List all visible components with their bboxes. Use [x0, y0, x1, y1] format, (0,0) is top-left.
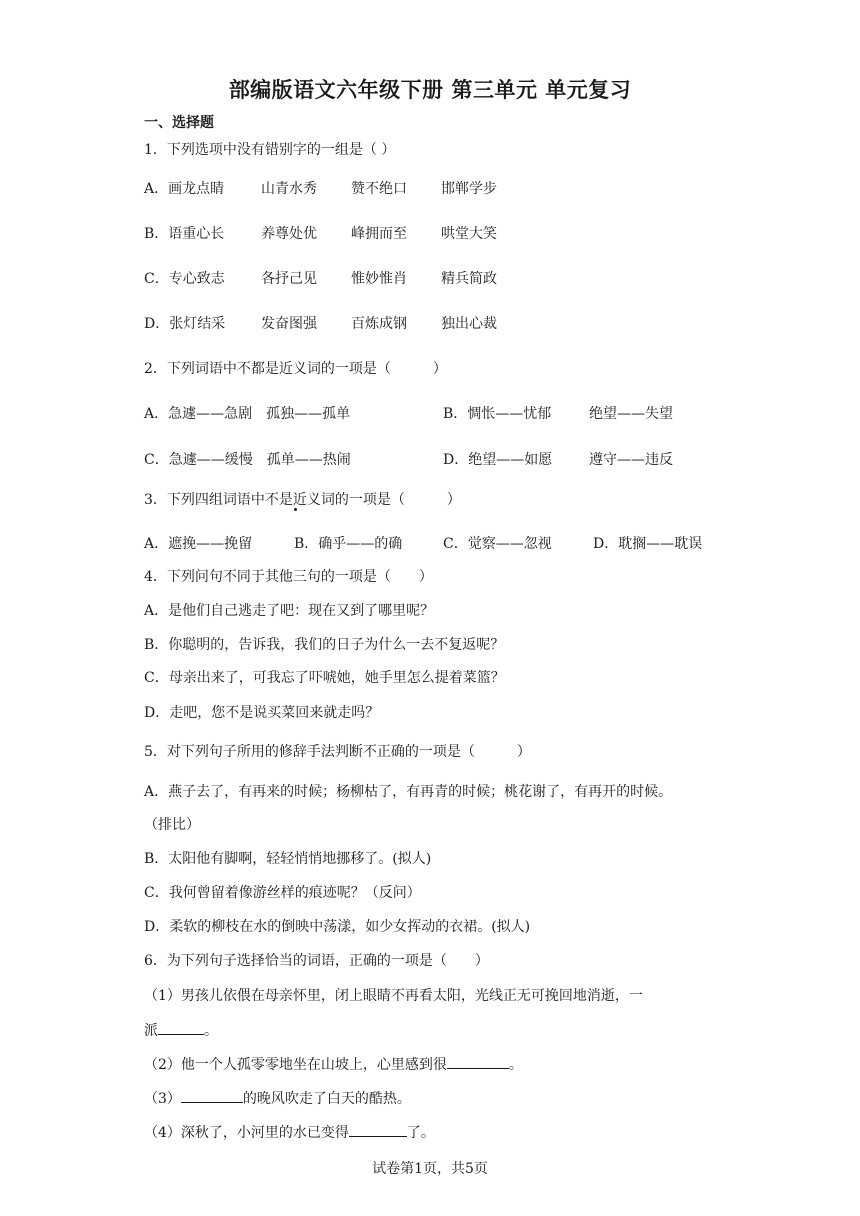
fill-blank[interactable]	[349, 1122, 407, 1137]
question-5-stem: 5．对下列句子所用的修辞手法判断不正确的一项是（ ）	[144, 744, 531, 760]
question-1-option-b: B．语重心长 养尊处优 峰拥而至 哄堂大笑	[144, 226, 497, 242]
section-heading: 一、选择题	[144, 115, 214, 131]
question-3-stem: 3．下列四组词语中不是近义词的一项是（ ）	[144, 492, 461, 508]
question-5-option-a: A．燕子去了，有再来的时候；杨柳枯了，有再青的时候；桃花谢了，有再开的时候。	[144, 784, 673, 800]
question-1-stem: 1．下列选项中没有错别字的一组是（ ）	[144, 142, 396, 158]
fill-blank[interactable]	[181, 1088, 243, 1103]
question-2-stem: 2．下列词语中不都是近义词的一项是（ ）	[144, 361, 447, 377]
question-4-option-c: C．母亲出来了，可我忘了吓唬她，她手里怎么提着菜篮？	[144, 670, 505, 686]
question-6-item-3: （3） 的晚风吹走了白天的酷热。	[144, 1088, 411, 1108]
question-6-item-4: （4）深秋了，小河里的水已变得 了。	[144, 1122, 435, 1142]
question-5-option-c: C．我何曾留着像游丝样的痕迹呢？（反问）	[144, 885, 421, 901]
page-title: 部编版语文六年级下册 第三单元 单元复习	[228, 78, 632, 102]
question-6-item-2: （2）他一个人孤零零地坐在山坡上，心里感到很 。	[144, 1054, 523, 1074]
question-4-option-d: D．走吧，您不是说买菜回来就走吗？	[144, 705, 380, 721]
question-1-option-a: A．画龙点睛 山青水秀 赞不绝口 邯郸学步	[144, 181, 497, 197]
question-5-option-b: B．太阳他有脚啊，轻轻悄悄地挪移了。(拟人)	[144, 851, 432, 867]
question-6-item-1-cont: 派 。	[144, 1020, 218, 1040]
fill-blank[interactable]	[447, 1054, 509, 1069]
question-1-option-c: C．专心致志 各抒己见 惟妙惟肖 精兵简政	[144, 271, 497, 287]
question-4-option-a: A．是他们自己逃走了吧：现在又到了哪里呢？	[144, 603, 435, 619]
question-2-options-cd: C．急遽——缓慢 孤单——热闹 D．绝望——如愿 遵守——违反	[144, 452, 673, 468]
question-6-item-1: （1）男孩儿依偎在母亲怀里，闭上眼睛不再看太阳，光线正无可挽回地消逝，一	[144, 988, 643, 1004]
question-2-options-ab: A．急遽——急剧 孤独——孤单 B．惆怅——忧郁 绝望——失望	[144, 406, 673, 422]
question-4-stem: 4．下列问句不同于其他三句的一项是（ ）	[144, 569, 433, 585]
question-6-stem: 6．为下列句子选择恰当的词语，正确的一项是（ ）	[144, 953, 489, 969]
page-footer: 试卷第1页，共5页	[372, 1161, 488, 1177]
emphasis-dot	[294, 508, 297, 511]
question-3-options: A．遮挽——挽留 B．确乎——的确 C．觉察——忽视 D．耽搁——耽误	[144, 536, 703, 552]
question-5-option-d: D．柔软的柳枝在水的倒映中荡漾，如少女挥动的衣裙。(拟人)	[144, 919, 531, 935]
question-1-option-d: D．张灯结采 发奋图强 百炼成钢 独出心裁	[144, 316, 497, 332]
question-4-option-b: B．你聪明的，告诉我，我们的日子为什么一去不复返呢？	[144, 637, 505, 653]
fill-blank[interactable]	[158, 1020, 204, 1035]
question-5-option-a-note: （排比）	[144, 817, 200, 833]
